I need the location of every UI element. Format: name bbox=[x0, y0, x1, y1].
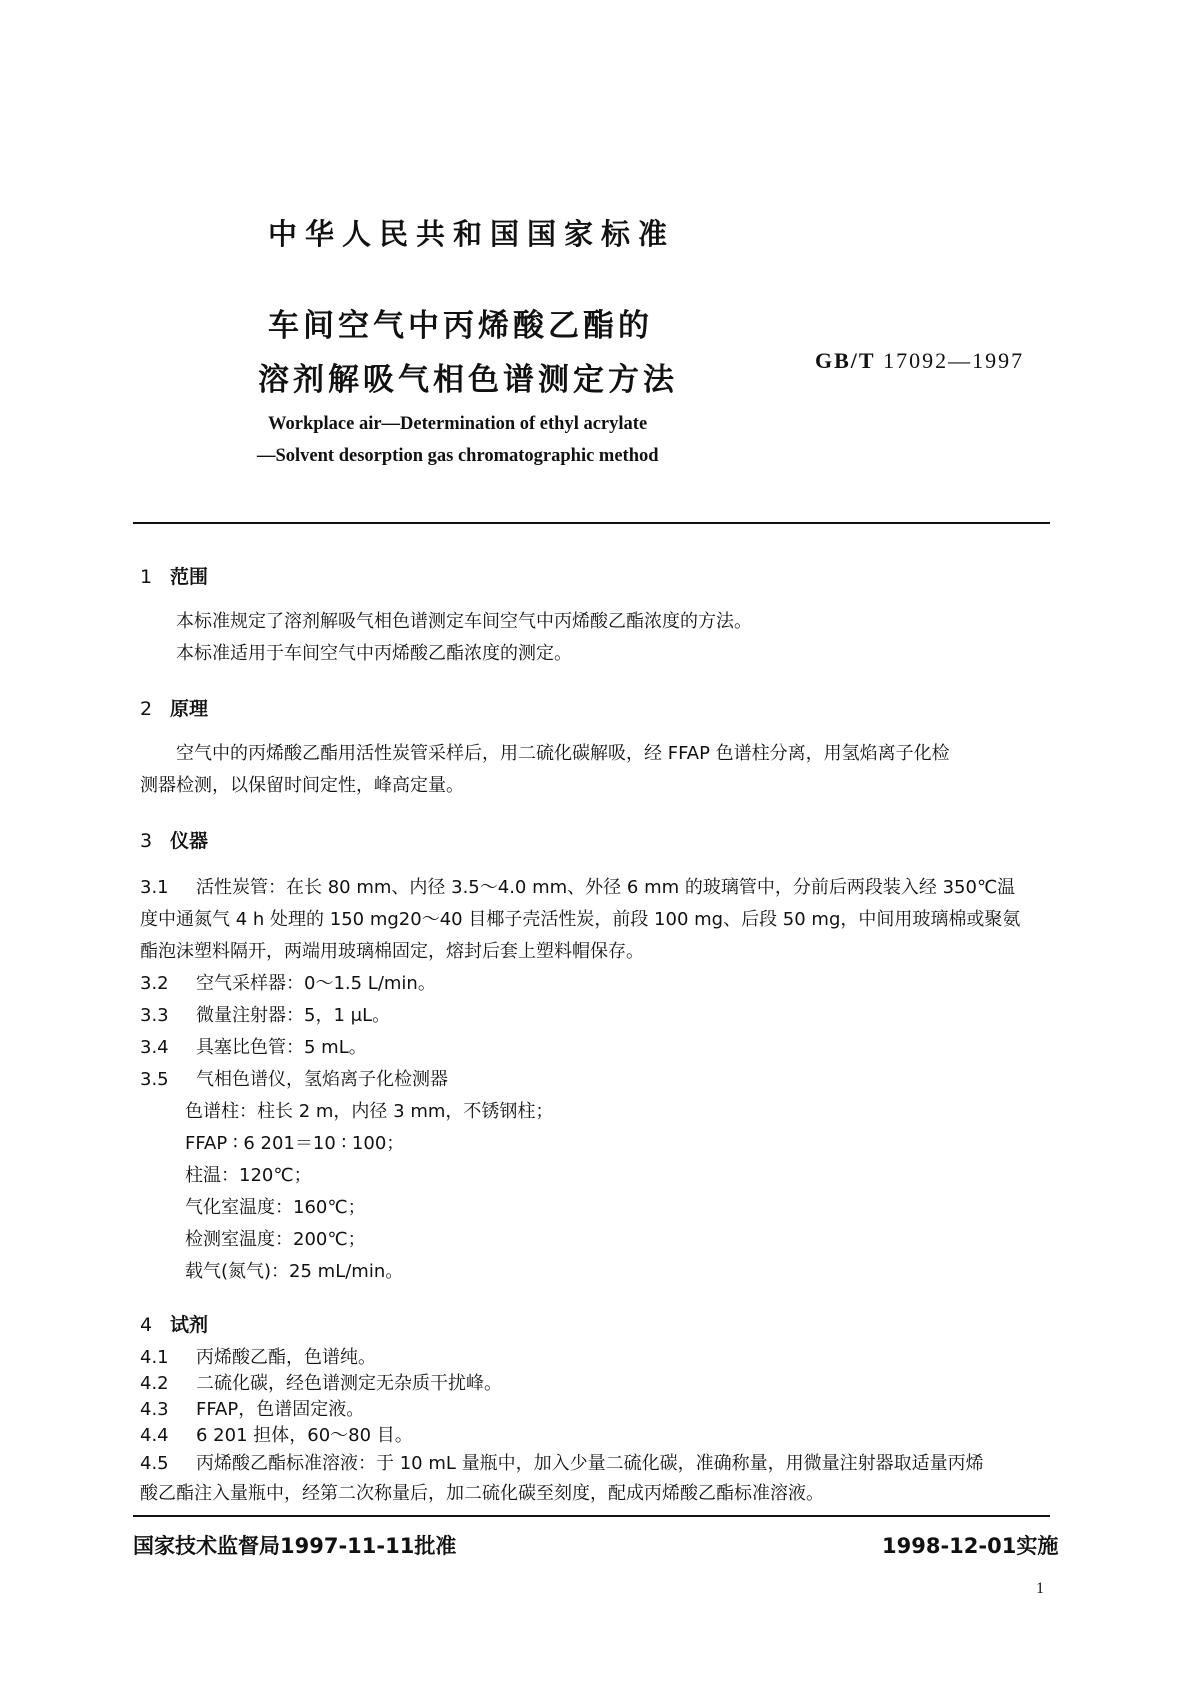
title-english-line-1: Workplace air—Determination of ethyl acrylate bbox=[268, 414, 648, 434]
section-2-paragraph-line-2: 测器检测，以保留时间定性，峰高定量。 bbox=[140, 775, 464, 796]
gc-condition-detector-temp: 检测室温度：200℃； bbox=[185, 1229, 366, 1250]
section-1-paragraph-2: 本标准适用于车间空气中丙烯酸乙酯浓度的测定。 bbox=[176, 643, 572, 664]
gc-condition-ffap: FFAP ∶ 6 201＝10 ∶ 100； bbox=[185, 1133, 405, 1154]
item-3-2 bbox=[140, 968, 1058, 999]
standard-prefix: GB/T bbox=[815, 348, 876, 373]
section-3-heading bbox=[140, 826, 208, 853]
item-text: 微量注射器：5，1 μL。 bbox=[196, 1005, 391, 1026]
item-3-1-line-2: 度中通氮气 4 h 处理的 150 mg20～40 目椰子壳活性炭，前段 100 mg、后段 50 mg，中间用玻璃棉或聚氨 bbox=[140, 909, 1021, 930]
item-number: 3.5 bbox=[140, 1069, 169, 1090]
standard-code: 17092—1997 bbox=[883, 348, 1025, 373]
item-number: 4.5 bbox=[140, 1453, 169, 1474]
item-3-4 bbox=[140, 1032, 1058, 1063]
item-3-1-line-1 bbox=[140, 872, 1058, 903]
approval-date: 国家技术监督局1997-11-11批准 bbox=[133, 1534, 457, 1558]
implementation-date: 1998-12-01实施 bbox=[882, 1534, 1059, 1558]
item-text: 具塞比色管：5 mL。 bbox=[196, 1037, 367, 1058]
item-number: 3.1 bbox=[140, 877, 169, 898]
item-text: FFAP，色谱固定液。 bbox=[196, 1399, 365, 1420]
standard-organization: 中华人民共和国国家标准 bbox=[268, 217, 676, 251]
section-1-paragraph-1: 本标准规定了溶剂解吸气相色谱测定车间空气中丙烯酸乙酯浓度的方法。 bbox=[176, 611, 752, 632]
title-english-line-2: —Solvent desorption gas chromatographic method bbox=[257, 446, 659, 466]
item-text: 气相色谱仪，氢焰离子化检测器 bbox=[196, 1069, 448, 1090]
item-text: 6 201 担体，60～80 目。 bbox=[196, 1425, 413, 1446]
section-title: 范围 bbox=[170, 566, 209, 588]
section-number: 4 bbox=[140, 1314, 153, 1336]
header-divider bbox=[133, 522, 1050, 524]
page-number: 1 bbox=[1036, 1580, 1044, 1597]
section-number: 1 bbox=[140, 566, 153, 588]
section-4-heading bbox=[140, 1310, 208, 1337]
item-text: 活性炭管：在长 80 mm、内径 3.5～4.0 mm、外径 6 mm 的玻璃管中，分前后两段装入经 350℃温 bbox=[196, 877, 1016, 898]
item-number: 3.3 bbox=[140, 1005, 169, 1026]
gc-condition-vaporizer-temp: 气化室温度：160℃； bbox=[185, 1197, 366, 1218]
item-4-5-line-1 bbox=[140, 1448, 1058, 1479]
item-4-5-line-2: 酸乙酯注入量瓶中，经第二次称量后，加二硫化碳至刻度，配成丙烯酸乙酯标准溶液。 bbox=[140, 1483, 824, 1504]
item-number: 3.4 bbox=[140, 1037, 169, 1058]
title-chinese-line-1: 车间空气中丙烯酸乙酯的 bbox=[268, 308, 653, 344]
section-2-heading bbox=[140, 694, 208, 721]
gc-condition-column: 色谱柱：柱长 2 m，内径 3 mm，不锈钢柱； bbox=[185, 1101, 554, 1122]
item-number: 4.2 bbox=[140, 1373, 169, 1394]
gc-condition-carrier-gas: 载气(氮气)：25 mL/min。 bbox=[185, 1261, 404, 1282]
item-3-1-line-3: 酯泡沫塑料隔开，两端用玻璃棉固定，熔封后套上塑料帽保存。 bbox=[140, 941, 644, 962]
item-number: 4.3 bbox=[140, 1399, 169, 1420]
item-text: 丙烯酸乙酯标准溶液：于 10 mL 量瓶中，加入少量二硫化碳，准确称量，用微量注射器取适量丙烯 bbox=[196, 1453, 984, 1474]
item-number: 4.4 bbox=[140, 1425, 169, 1446]
standard-number bbox=[815, 348, 1024, 374]
item-3-3 bbox=[140, 1000, 1058, 1031]
item-3-5 bbox=[140, 1064, 1058, 1095]
section-title: 试剂 bbox=[170, 1314, 209, 1336]
item-text: 丙烯酸乙酯，色谱纯。 bbox=[196, 1347, 376, 1368]
section-title: 仪器 bbox=[170, 830, 209, 852]
item-4-4 bbox=[140, 1420, 1058, 1451]
footer-divider bbox=[133, 1515, 1050, 1517]
section-number: 3 bbox=[140, 830, 153, 852]
item-number: 3.2 bbox=[140, 973, 169, 994]
section-number: 2 bbox=[140, 698, 153, 720]
item-text: 二硫化碳，经色谱测定无杂质干扰峰。 bbox=[196, 1373, 502, 1394]
section-2-paragraph-line-1: 空气中的丙烯酸乙酯用活性炭管采样后，用二硫化碳解吸，经 FFAP 色谱柱分离，用氢焰离子化检 bbox=[176, 743, 950, 764]
section-title: 原理 bbox=[170, 698, 209, 720]
item-number: 4.1 bbox=[140, 1347, 169, 1368]
title-chinese-line-2: 溶剂解吸气相色谱测定方法 bbox=[258, 362, 678, 398]
section-1-heading bbox=[140, 562, 208, 589]
item-text: 空气采样器：0～1.5 L/min。 bbox=[196, 973, 436, 994]
gc-condition-column-temp: 柱温：120℃； bbox=[185, 1165, 312, 1186]
